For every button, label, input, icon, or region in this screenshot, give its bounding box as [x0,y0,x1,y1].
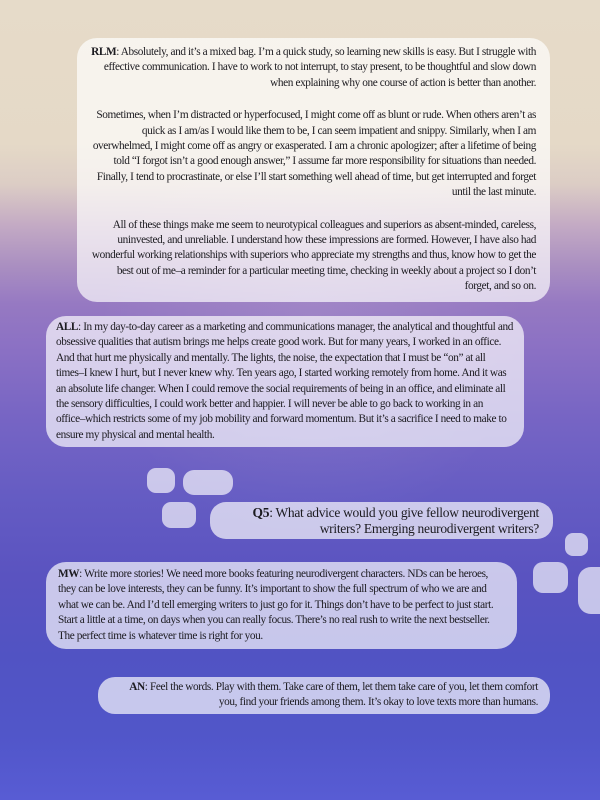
bubble-paragraph [110,680,538,711]
trail-square-decoration [183,470,233,495]
speech-bubble-mw [46,562,517,649]
speech-bubble-all [46,316,524,447]
bubble-text: : Absolutely, and it’s a mixed bag. I’m a quick study, so learning new skills is easy. But I struggle with effective communication. I have to work to not interrupt, to stay present, to be thoughtful and slow down when explaining why one course of action is better than another. [103,46,536,89]
bubble-paragraph [91,45,536,91]
trail-square-decoration [147,468,175,493]
bubble-paragraph [58,567,505,644]
speech-bubble-rlm [77,38,550,302]
trail-square-decoration [162,502,196,528]
bubble-paragraph [56,320,514,443]
bubble-paragraph [224,505,539,536]
speaker-label-all: ALL [56,321,79,333]
bubble-text: : Feel the words. Play with them. Take care of them, let them take care of you, let them comfort you, find your friends among them. It’s okay to love texts more than humans. [144,681,538,709]
bubble-paragraph: All of these things make me seem to neurotypical colleagues and superiors as absent-minded, careless, uninvested, and unreliable. I understand how these impressions are formed. However, I have also had wonderful working relationships with superiors who appreciate my strengths and thus, know how to get the best out of me–a reminder for a particular meeting time, checking in weekly about a project so I don’t forget, and so on. [91,218,536,293]
trail-square-decoration [578,567,600,614]
trail-square-decoration [565,533,588,556]
trail-square-decoration [533,562,568,593]
bubble-text: : In my day-to-day career as a marketing and communications manager, the analytical and thoughtful and obsessive qualities that autism brings me helps create good work. But for many years, I worked in an office. And that hurt me physically and mentally. The lights, the noise, the expectation that I must be “on” at all times–I knew I hurt, but I never knew why. Ten years ago, I started working remotely from home. And it was an absolute life changer. When I could remove the social requirements of being in an office, and eliminate all the sensory difficulties, I could work better and happier. I will never be able to go back to working in an office–which restricts some of my job mobility and forward momentum. But it’s a sacrifice I need to make to ensure my physical and mental health. [56,321,513,441]
speech-bubble-q5 [210,502,553,539]
speaker-label-q5: Q5 [252,505,270,520]
bubble-text: : Write more stories! We need more books featuring neurodivergent characters. NDs can be heroes, they can be love interests, they can be funny. It’s important to show the full spectrum of who we are and what we can be. And I’d tell emerging writers to just go for it. Things don’t have to be perfect to just start. Start a little at a time, on days when you can really focus. There’s no real rush to write the next bestseller. The perfect time is whatever time is right for you. [58,568,494,642]
speaker-label-an: AN [129,681,145,693]
speaker-label-rlm: RLM [91,46,117,58]
bubble-paragraph: Sometimes, when I’m distracted or hyperfocused, I might come off as blunt or rude. When others aren’t as quick as I am/as I would like them to be, I can seem impatient and snippy. Similarly, when I am overwhelmed, I might come off as angry or exasperated. I am a chronic apologizer; after a lifetime of being told “I forgot isn’t a good enough answer,” I assume far more responsibility for situations than needed. Finally, I tend to procrastinate, or else I’ll start something well ahead of time, but get interrupted and forget until the last minute. [92,109,536,199]
speaker-label-mw: MW [58,568,80,580]
bubble-text: : What advice would you give fellow neurodivergent writers? Emerging neurodivergent writers? [269,505,539,536]
speech-bubble-an [98,677,550,714]
